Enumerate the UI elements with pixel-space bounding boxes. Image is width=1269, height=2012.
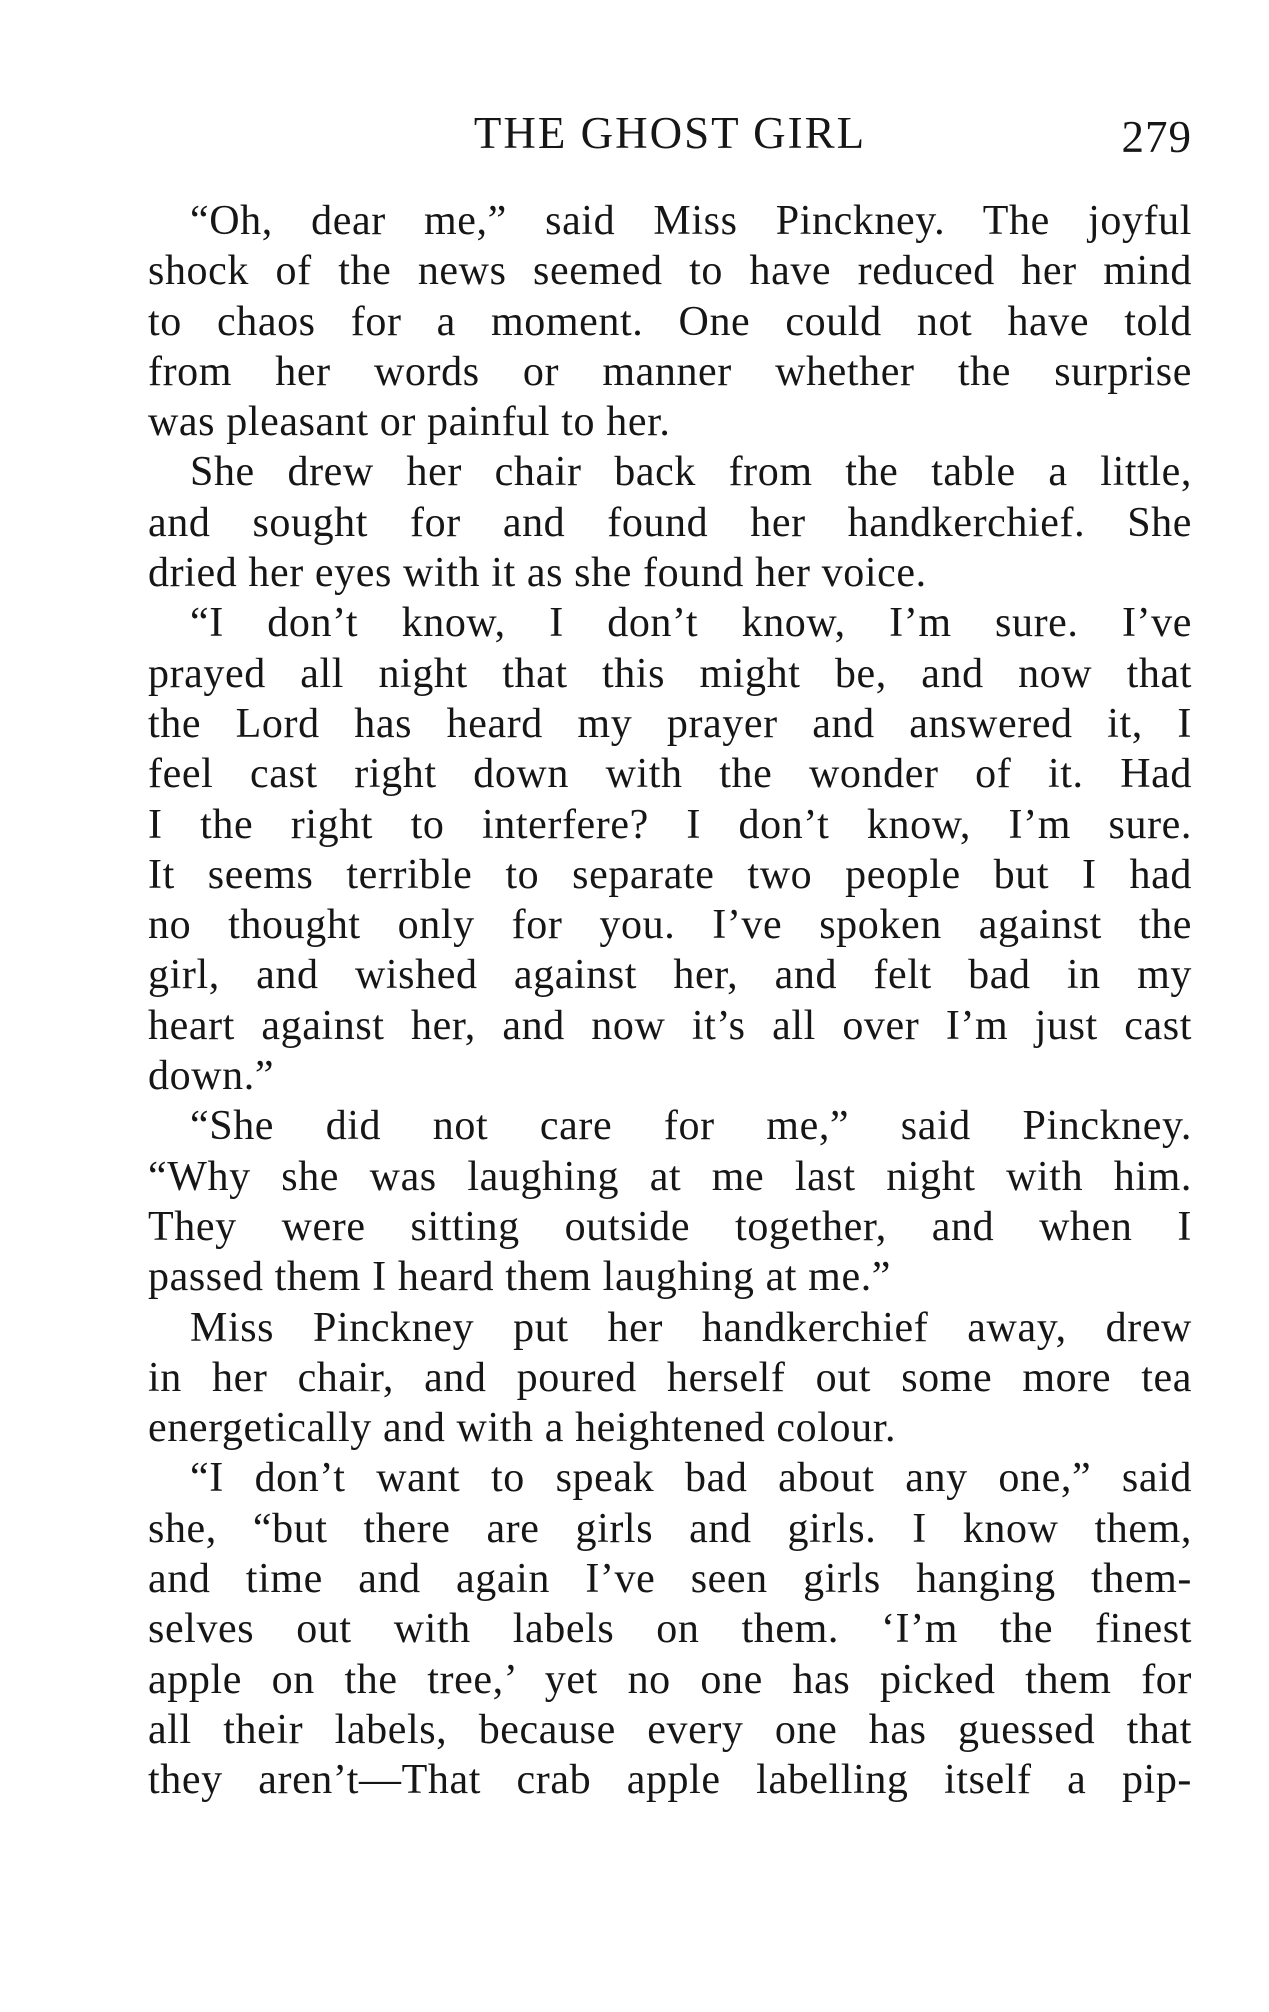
text-line: “I don’t know, I don’t know, I’m sure. I’ve bbox=[190, 600, 1192, 647]
text-line: she, “but there are girls and girls. I know them, bbox=[148, 1505, 1192, 1552]
text-line: prayed all night that this might be, and now that bbox=[148, 650, 1192, 697]
text-line: They were sitting outside together, and when I bbox=[148, 1203, 1192, 1250]
text-line: “Oh, dear me,” said Miss Pinckney. The joyful bbox=[190, 198, 1192, 244]
text-line: I the right to interfere? I don’t know, I’m sure. bbox=[148, 801, 1192, 848]
text-line: girl, and wished against her, and felt bad in my bbox=[148, 952, 1192, 999]
text-line: and sought for and found her handkerchief. She bbox=[148, 499, 1192, 546]
text-line: all their labels, because every one has guessed that bbox=[148, 1706, 1192, 1753]
text-line: they aren’t—That crab apple labelling itself a pip- bbox=[148, 1757, 1192, 1804]
text-line: “Why she was laughing at me last night with him. bbox=[148, 1153, 1192, 1200]
text-line: in her chair, and poured herself out some more tea bbox=[148, 1354, 1192, 1401]
text-line: no thought only for you. I’ve spoken against the bbox=[148, 902, 1192, 949]
text-line: “I don’t want to speak bad about any one,” said bbox=[190, 1455, 1192, 1502]
text-line: energetically and with a heightened colour. bbox=[148, 1405, 897, 1452]
text-line: heart against her, and now it’s all over I’m just cast bbox=[148, 1002, 1192, 1049]
text-line: Miss Pinckney put her handkerchief away, drew bbox=[190, 1304, 1192, 1351]
text-line: It seems terrible to separate two people but I had bbox=[148, 851, 1192, 898]
body-text bbox=[148, 196, 1192, 1806]
text-line: to chaos for a moment. One could not have told bbox=[148, 298, 1192, 345]
text-line: shock of the news seemed to have reduced her mind bbox=[148, 248, 1192, 295]
text-line: “She did not care for me,” said Pinckney. bbox=[190, 1103, 1192, 1150]
text-line: and time and again I’ve seen girls hanging them- bbox=[148, 1556, 1192, 1603]
running-head bbox=[148, 103, 1192, 163]
text-line: the Lord has heard my prayer and answered it, I bbox=[148, 700, 1192, 747]
text-line: was pleasant or painful to her. bbox=[148, 399, 671, 446]
text-line: She drew her chair back from the table a little, bbox=[190, 449, 1192, 496]
text-line: selves out with labels on them. ‘I’m the finest bbox=[148, 1606, 1192, 1653]
text-line: passed them I heard them laughing at me.” bbox=[148, 1254, 892, 1301]
running-title: THE GHOST GIRL bbox=[473, 108, 867, 158]
text-line: apple on the tree,’ yet no one has picked them for bbox=[148, 1656, 1192, 1703]
page-number: 279 bbox=[1121, 112, 1192, 162]
text-line: feel cast right down with the wonder of it. Had bbox=[148, 751, 1192, 798]
text-line: dried her eyes with it as she found her voice. bbox=[148, 550, 927, 597]
text-line: from her words or manner whether the surprise bbox=[148, 348, 1192, 395]
text-line: down.” bbox=[148, 1053, 275, 1100]
